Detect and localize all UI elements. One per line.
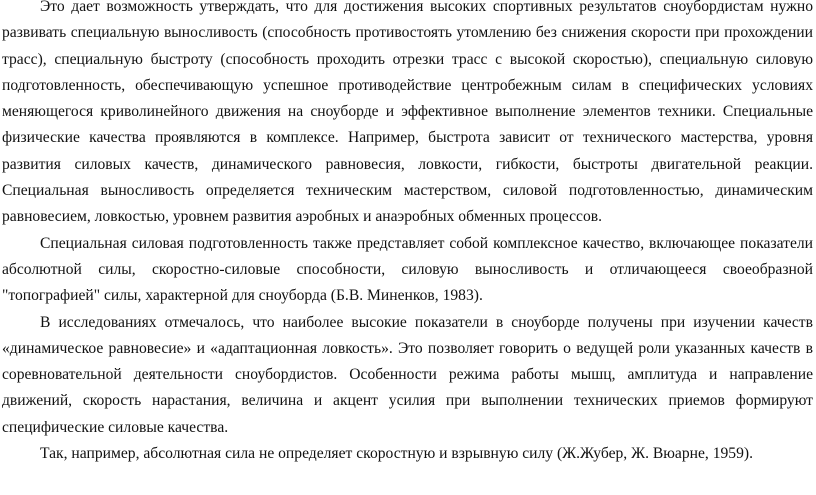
paragraph-special-qualities: Это дает возможность утверждать, что для достижения высоких спортивных результатов сноубордистам нужно развивать специальную выносливость (способность противостоять утомлению без снижения скорости при прохождении трасс), специальную быстроту (способность проходить отрезки трасс с высокой скоростью), специальную силовую подготовленность, обеспечивающую успешное противодействие центробежным силам в специфических условиях меняющегося криволинейного движения на сноуборде и эффективное выполнение элементов техники. Специальные физические качества проявляются в комплексе. Например, быстрота зависит от технического мастерства, уровня развития силовых качеств, динамического равновесия, ловкости, гибкости, быстроты двигательной реакции. Специальная выносливость определяется техническим мастерством, силовой подготовленностью, динамическим равновесием, ловкостью, уровнем развития аэробных и анаэробных обменных процессов. bbox=[2, 0, 813, 226]
paragraph-strength-preparedness: Специальная силовая подготовленность также представляет собой комплексное качество, включающее показатели абсолютной силы, скоростно-силовые способности, силовую выносливость и отличающееся своеобразной "топографией" силы, характерной для сноуборда (Б.В. Миненков, 1983). bbox=[2, 234, 813, 305]
paragraph-absolute-strength: Так, например, абсолютная сила не определяет скоростную и взрывную силу (Ж.Жубер, Ж. Вюарне, 1959). bbox=[40, 445, 753, 463]
paragraph-research-findings: В исследованиях отмечалось, что наиболее высокие показатели в сноуборде получены при изучении качеств «динамическое равновесие» и «адаптационная ловкость». Это позволяет говорить о ведущей роли указанных качеств в соревновательной деятельности сноубордистов. Особенности режима работы мышц, амплитуда и направление движений, скорость нарастания, величина и акцент усилия при выполнении технических приемов формируют специфические силовые качества. bbox=[2, 313, 813, 436]
